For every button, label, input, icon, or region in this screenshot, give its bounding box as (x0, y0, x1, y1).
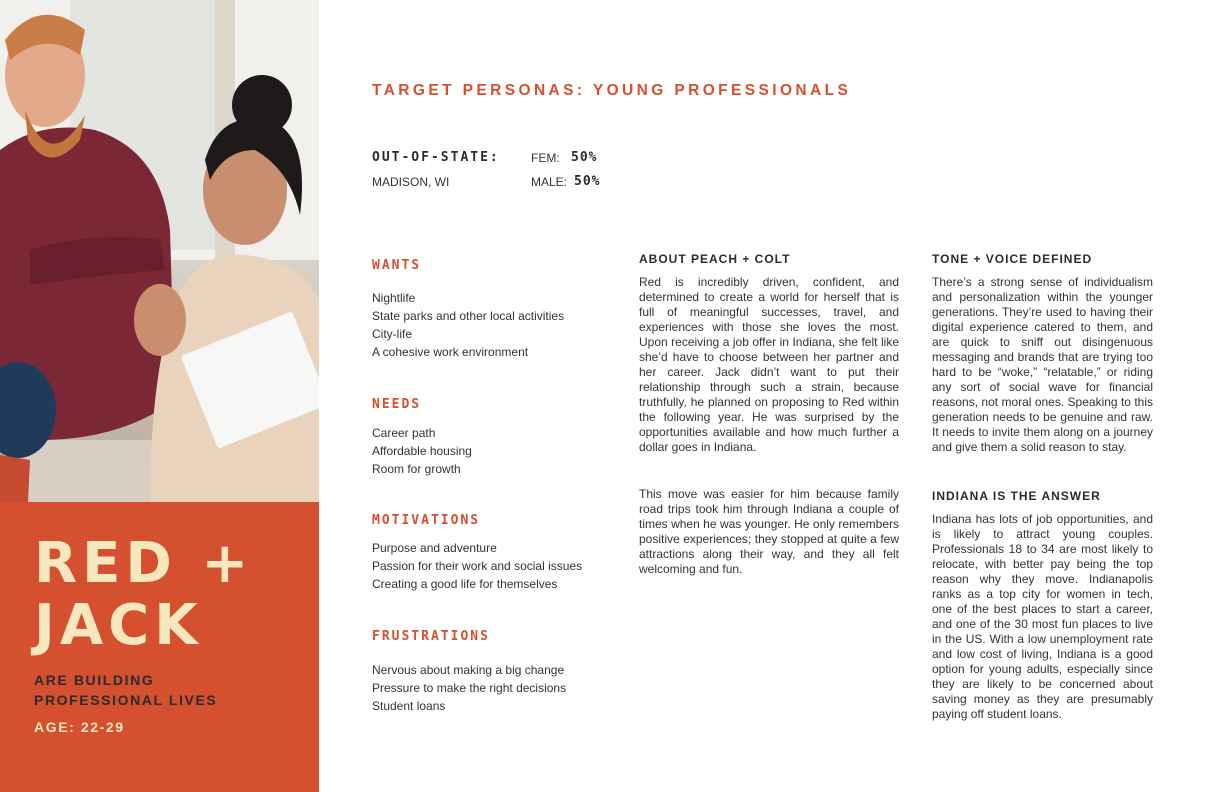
persona-photo-illustration (0, 0, 319, 502)
section-heading-needs: NEEDS (372, 397, 422, 412)
persona-tagline (34, 670, 217, 710)
persona-tagline-line-2: PROFESSIONAL LIVES (34, 692, 218, 708)
about-paragraph-1: Red is incredibly driven, confident, and determined to create a world for herself that is full of meaningful successes, travel, and experiences with those she loves the most. Upon receiving a job offer in Indiana, she felt like she’d have to choose between her partner and her career. Jack didn’t want to put their relationship through such a strain, because truthfully, he planned on proposing to Red within the following year. He was surprised by the opportunities available and how much further a dollar goes in Indiana. (639, 275, 899, 454)
section-list-motivations (372, 539, 582, 593)
location-value: MADISON, WI (372, 175, 450, 189)
male-value: 50% (574, 174, 601, 189)
location-label: OUT-OF-STATE: (372, 150, 500, 165)
section-heading-frustrations: FRUSTRATIONS (372, 629, 490, 644)
list-item: Creating a good life for themselves (372, 577, 558, 591)
section-heading-wants: WANTS (372, 258, 422, 273)
list-item: Room for growth (372, 462, 461, 476)
list-item: Career path (372, 426, 436, 440)
fem-label: FEM: (531, 151, 560, 165)
persona-tagline-line-1: ARE BUILDING (34, 672, 155, 688)
section-list-needs (372, 424, 472, 478)
list-item: Nightlife (372, 291, 416, 305)
about-heading: ABOUT PEACH + COLT (639, 252, 791, 266)
section-list-frustrations (372, 661, 566, 715)
woman-hand (134, 284, 186, 356)
answer-paragraph: Indiana has lots of job opportunities, and is likely to attract young couples. Professionals 18 to 34 are most likely to relocate, with better pay being the top reason why they move. Indianapolis ranks as a top city for women in tech, one of the best places to start a career, and one of the 30 most fun places to live in the US. With a low unemployment rate and low cost of living, Indiana is a good option for young adults, especially since they are likely to be concerned about saving money as they are presumably paying off student loans. (932, 512, 1153, 721)
list-item: A cohesive work environment (372, 345, 529, 359)
about-paragraph-2: This move was easier for him because family road trips took him through Indiana a couple of times when he was younger. He only remembers positive experiences; they stopped at quite a few attractions along their way, and they all felt welcoming and fun. (639, 487, 899, 576)
list-item: Nervous about making a big change (372, 663, 565, 677)
page-title: TARGET PERSONAS: YOUNG PROFESSIONALS (372, 82, 852, 99)
tone-paragraph: There’s a strong sense of individualism and personalization within the younger generations. They’re used to having their digital experience catered to them, and are quick to sniff out disingenuous messaging and brands that are trying too hard to be “woke,” “relatable,” or riding any sort of social wave for financial reasons, not moral ones. Speaking to this generation needs to be genuine and raw. It needs to invite them along on a journey and give them a solid reason to stay. (932, 275, 1153, 454)
section-list-wants (372, 289, 564, 361)
persona-name-line-2: JACK (34, 593, 203, 658)
list-item: Student loans (372, 699, 446, 713)
list-item: Passion for their work and social issues (372, 559, 583, 573)
list-item: Pressure to make the right decisions (372, 681, 567, 695)
list-item: City-life (372, 327, 413, 341)
persona-age: AGE: 22-29 (34, 719, 125, 735)
persona-name-line-1: RED + (34, 531, 254, 596)
list-item: Affordable housing (372, 444, 472, 458)
section-heading-motivations: MOTIVATIONS (372, 513, 481, 528)
male-label: MALE: (531, 175, 568, 189)
third-person-sleeve (0, 455, 30, 502)
persona-photo (0, 0, 319, 502)
list-item: Purpose and adventure (372, 541, 497, 555)
list-item: State parks and other local activities (372, 309, 565, 323)
tone-heading: TONE + VOICE DEFINED (932, 252, 1093, 266)
woman-hair-bun (232, 75, 292, 135)
fem-value: 50% (571, 150, 598, 165)
answer-heading: INDIANA IS THE ANSWER (932, 489, 1101, 503)
persona-sidebar (0, 0, 319, 792)
